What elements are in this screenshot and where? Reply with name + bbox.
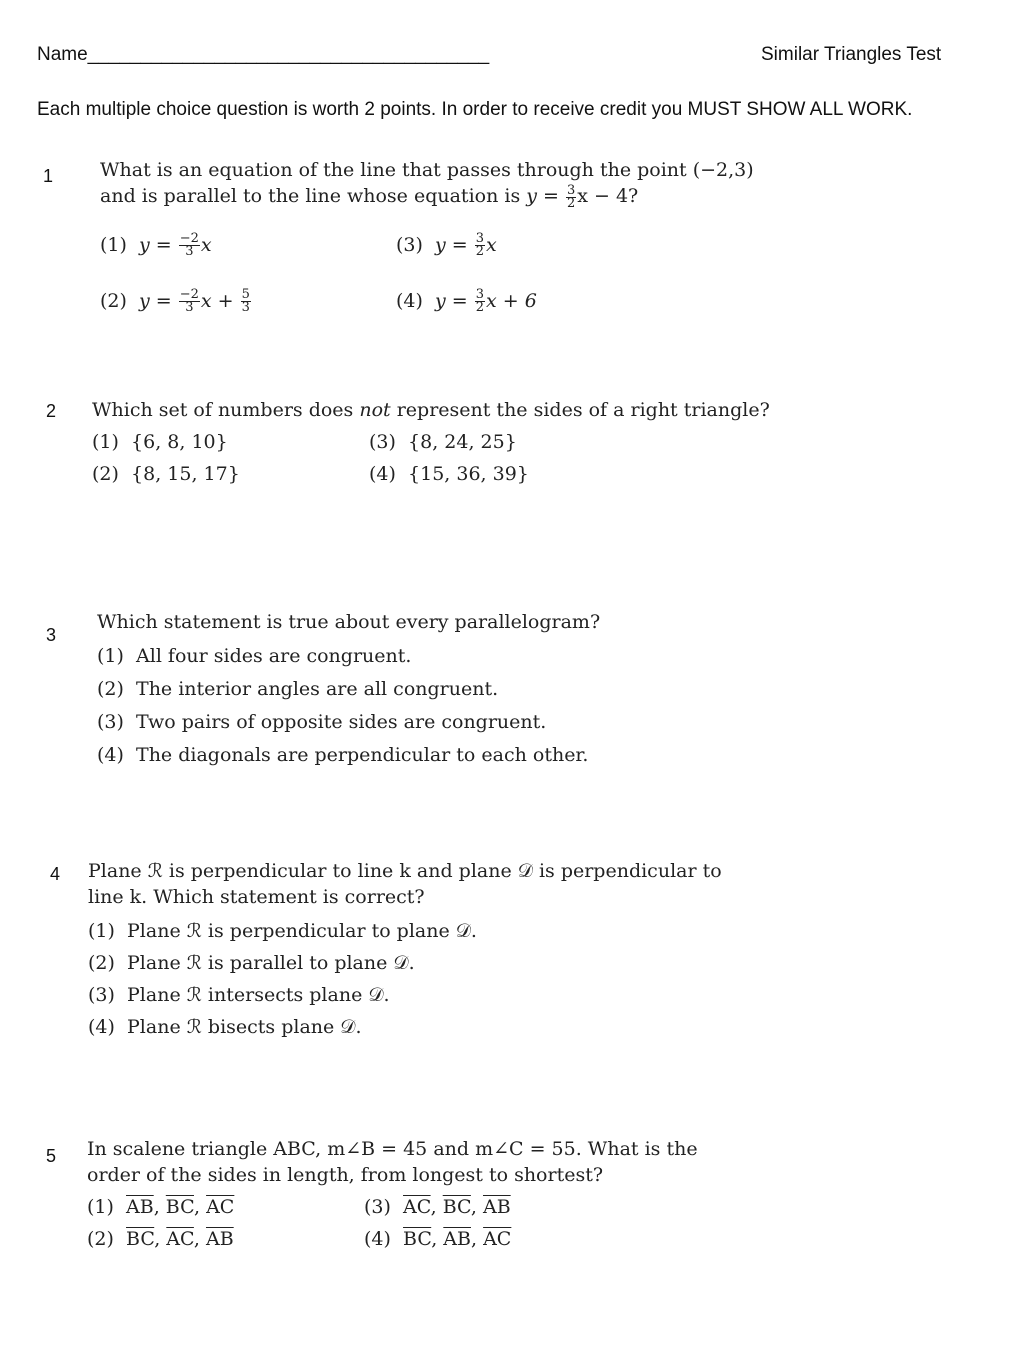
question-5-option-3[interactable]: (3) $\overline{AC}$, $\overline{BC}$, $\overline{AB}$ xyxy=(364,1196,511,1218)
question-1-stem-line-2 xyxy=(100,183,754,210)
question-5-option-1[interactable]: (1) $\overline{AB}$, $\overline{BC}$, $\overline{AC}$ xyxy=(87,1196,235,1218)
question-5-stem-line-2: order of the sides in length, from longest to shortest? xyxy=(87,1164,604,1186)
question-4-option-3[interactable]: (3) Plane ℛ intersects plane 𝒟. xyxy=(88,984,390,1006)
question-3-stem: Which statement is true about every parallelogram? xyxy=(97,611,601,633)
question-1 xyxy=(100,157,754,320)
question-4-option-4[interactable]: (4) Plane ℛ bisects plane 𝒟. xyxy=(88,1016,362,1038)
question-1-stem-text: and is parallel to the line whose equation is xyxy=(100,185,527,207)
question-3-option-1[interactable]: (1) All four sides are congruent. xyxy=(97,645,412,667)
question-5-option-4[interactable]: (4) $\overline{BC}$, $\overline{AB}$, $\overline{AC}$ xyxy=(364,1228,512,1250)
question-2-option-2[interactable]: (2) {8, 15, 17} xyxy=(92,463,240,485)
question-2-number: 2 xyxy=(46,401,57,421)
question-4 xyxy=(88,858,722,1046)
question-2 xyxy=(92,397,770,493)
question-3-option-2[interactable]: (2) The interior angles are all congruent. xyxy=(97,678,499,700)
question-1-option-1[interactable]: (1) y = $\frac{-2}{3}$ x xyxy=(100,231,212,259)
question-3-number: 3 xyxy=(46,625,57,645)
question-4-option-1[interactable]: (1) Plane ℛ is perpendicular to plane 𝒟. xyxy=(88,920,477,942)
question-5-option-2[interactable]: (2) $\overline{BC}$, $\overline{AC}$, $\overline{AB}$ xyxy=(87,1228,234,1250)
test-title: Similar Triangles Test xyxy=(761,44,942,65)
instructions: Each multiple choice question is worth 2 points. In order to receive credit you MUST SHOW ALL WORK. xyxy=(37,99,913,120)
question-3-option-3[interactable]: (3) Two pairs of opposite sides are congruent. xyxy=(97,711,547,733)
question-1-stem-var: y xyxy=(526,185,537,207)
question-2-option-4[interactable]: (4) {15, 36, 39} xyxy=(369,463,529,485)
question-2-option-1[interactable]: (1) {6, 8, 10} xyxy=(92,431,228,453)
question-3-option-4[interactable]: (4) The diagonals are perpendicular to each other. xyxy=(97,744,589,766)
question-1-option-4[interactable]: (4) y = $\frac{3}{2}$ x + 6 xyxy=(396,287,537,315)
question-2-option-3[interactable]: (3) {8, 24, 25} xyxy=(369,431,517,453)
question-5 xyxy=(87,1136,698,1258)
question-1-stem-line-1: What is an equation of the line that passes through the point (−2,3) xyxy=(100,159,754,181)
question-4-number: 4 xyxy=(50,864,61,884)
question-3 xyxy=(97,609,600,775)
question-1-stem-equals: = xyxy=(536,185,565,207)
question-2-stem: Which set of numbers does not represent the sides of a right triangle? xyxy=(92,399,770,421)
question-4-stem-line-2: line k. Which statement is correct? xyxy=(88,886,425,908)
question-4-stem-line-1: Plane ℛ is perpendicular to line k and plane 𝒟 is perpendicular to xyxy=(88,860,722,882)
question-5-stem-line-1: In scalene triangle ABC, m∠B = 45 and m∠C = 55. What is the xyxy=(87,1138,698,1160)
question-1-option-2[interactable]: (2) y = $\frac{-2}{3}$ x + $\frac{5}{3}$ xyxy=(100,287,250,315)
question-1-stem-rest: x − 4? xyxy=(577,185,639,207)
question-1-number: 1 xyxy=(43,166,54,186)
name-field-label: Name______________________________________ xyxy=(37,44,490,65)
question-1-option-3[interactable]: (3) y = $\frac{3}{2}$ x xyxy=(396,231,497,259)
question-4-option-2[interactable]: (2) Plane ℛ is parallel to plane 𝒟. xyxy=(88,952,415,974)
question-5-number: 5 xyxy=(46,1146,57,1166)
question-1-stem-fraction: $\frac{3}{2}$ xyxy=(566,182,576,211)
